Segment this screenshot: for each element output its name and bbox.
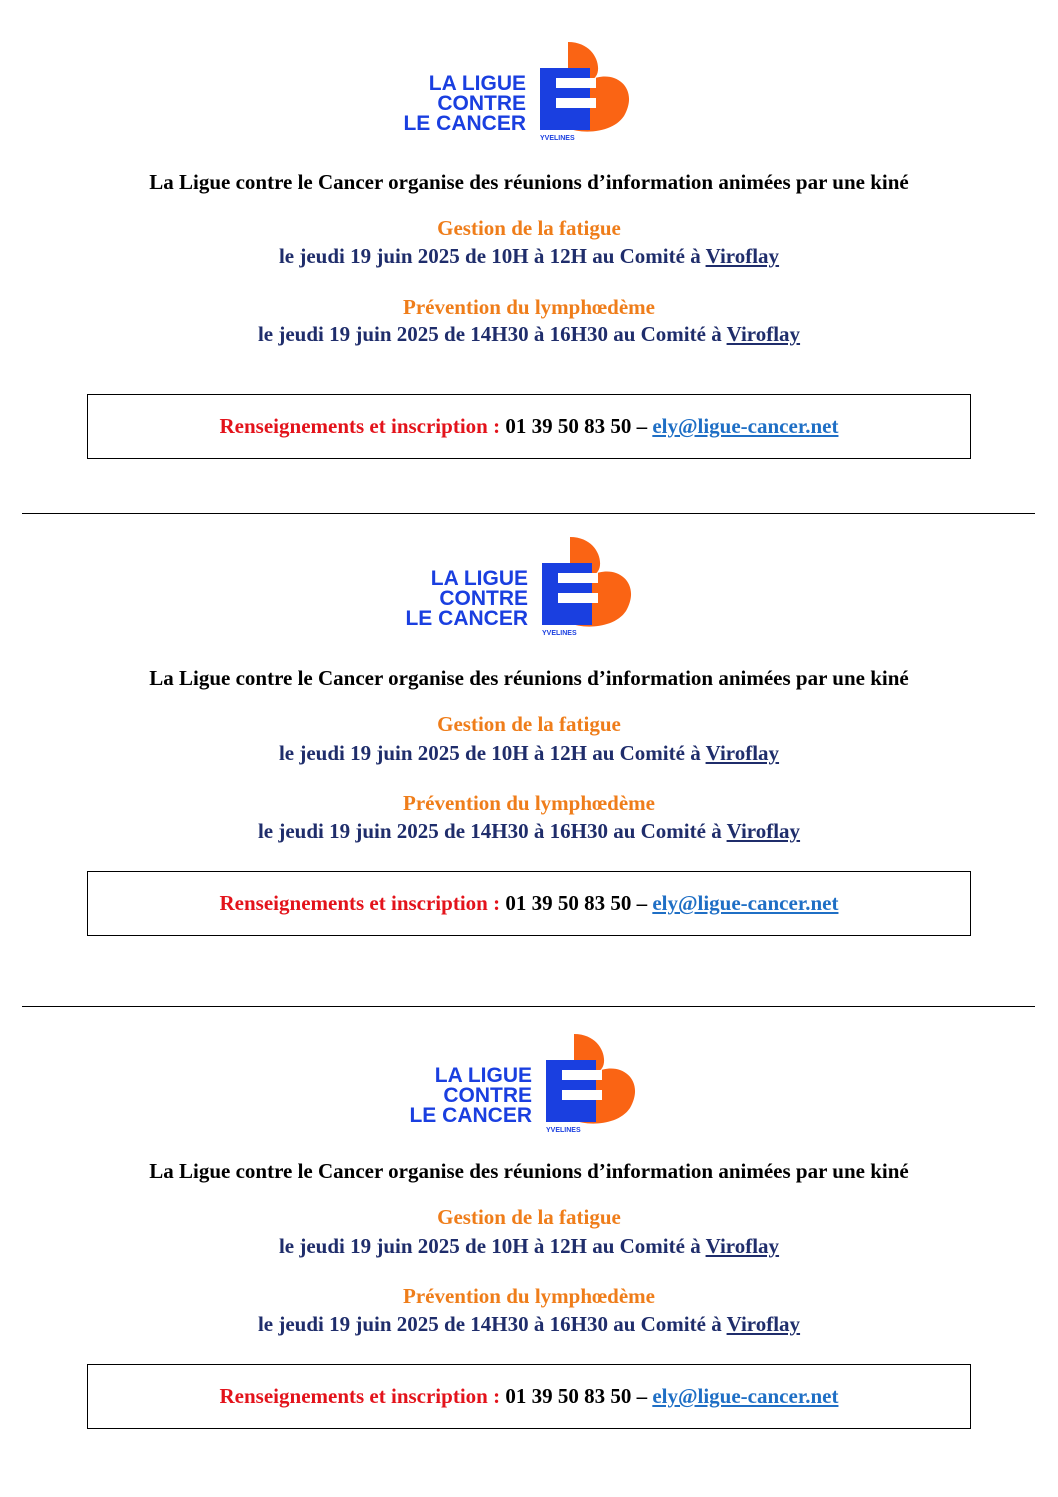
contact-label: Renseignements et inscription : xyxy=(219,414,506,438)
logo-subtitle: YVELINES xyxy=(546,1127,581,1134)
contact-email-link[interactable]: ely@ligue-cancer.net xyxy=(652,414,839,438)
intro-text: La Ligue contre le Cancer organise des réunions d’information animées par une kiné xyxy=(149,1159,909,1183)
logo-line-3: LE CANCER xyxy=(405,607,528,630)
logo-line-3: LE CANCER xyxy=(409,1104,532,1127)
logo-subtitle: YVELINES xyxy=(540,135,575,142)
contact-phone: 01 39 50 83 50 – xyxy=(505,414,653,438)
event-2-place-link[interactable]: Viroflay xyxy=(726,1312,801,1336)
ligue-logo xyxy=(402,533,642,643)
contact-box xyxy=(87,394,971,459)
event-1-title: Gestion de la fatigue xyxy=(437,712,621,736)
logo-line-1: LA LIGUE xyxy=(434,1064,532,1087)
logo-line-1: LA LIGUE xyxy=(428,72,526,95)
event-1-title: Gestion de la fatigue xyxy=(437,216,621,240)
event-1-when-text: le jeudi 19 juin 2025 de 10H à 12H au Comité à xyxy=(278,244,706,268)
intro-text: La Ligue contre le Cancer organise des réunions d’information animées par une kiné xyxy=(149,666,909,690)
event-2-when xyxy=(0,322,1058,347)
event-2-when xyxy=(0,819,1058,844)
event-2-place-link[interactable]: Viroflay xyxy=(726,322,801,346)
ligue-logo xyxy=(406,1030,646,1140)
event-1-place-link[interactable]: Viroflay xyxy=(705,741,780,765)
logo-subtitle: YVELINES xyxy=(542,630,577,637)
contact-phone: 01 39 50 83 50 – xyxy=(505,891,653,915)
event-2-title: Prévention du lymphœdème xyxy=(403,1284,655,1308)
logo-line-3: LE CANCER xyxy=(403,112,526,135)
event-2-title: Prévention du lymphœdème xyxy=(403,295,655,319)
logo-line-2: CONTRE xyxy=(437,92,526,115)
logo-line-2: CONTRE xyxy=(443,1084,532,1107)
event-2-when-text: le jeudi 19 juin 2025 de 14H30 à 16H30 au Comité à xyxy=(257,819,727,843)
event-1-when xyxy=(0,244,1058,269)
event-1-title: Gestion de la fatigue xyxy=(437,1205,621,1229)
contact-label: Renseignements et inscription : xyxy=(219,1384,506,1408)
contact-phone: 01 39 50 83 50 – xyxy=(505,1384,653,1408)
event-1-when-text: le jeudi 19 juin 2025 de 10H à 12H au Comité à xyxy=(278,1234,706,1258)
event-2-when xyxy=(0,1312,1058,1337)
contact-box xyxy=(87,1364,971,1429)
heart-logo-icon xyxy=(540,42,629,132)
cut-line-divider xyxy=(22,1006,1035,1007)
event-2-when-text: le jeudi 19 juin 2025 de 14H30 à 16H30 au Comité à xyxy=(257,322,727,346)
event-2-place-link[interactable]: Viroflay xyxy=(726,819,801,843)
intro-text: La Ligue contre le Cancer organise des réunions d’information animées par une kiné xyxy=(149,170,909,194)
event-2-title: Prévention du lymphœdème xyxy=(403,791,655,815)
contact-label: Renseignements et inscription : xyxy=(219,891,506,915)
logo-line-1: LA LIGUE xyxy=(430,567,528,590)
contact-email-link[interactable]: ely@ligue-cancer.net xyxy=(652,891,839,915)
logo-line-2: CONTRE xyxy=(439,587,528,610)
contact-email-link[interactable]: ely@ligue-cancer.net xyxy=(652,1384,839,1408)
heart-logo-icon xyxy=(542,537,631,627)
ligue-logo xyxy=(400,38,640,148)
event-1-place-link[interactable]: Viroflay xyxy=(705,1234,780,1258)
heart-logo-icon xyxy=(546,1034,635,1124)
event-1-place-link[interactable]: Viroflay xyxy=(705,244,780,268)
cut-line-divider xyxy=(22,513,1035,514)
event-2-when-text: le jeudi 19 juin 2025 de 14H30 à 16H30 au Comité à xyxy=(257,1312,727,1336)
contact-box xyxy=(87,871,971,936)
event-1-when xyxy=(0,1234,1058,1259)
event-1-when xyxy=(0,741,1058,766)
event-1-when-text: le jeudi 19 juin 2025 de 10H à 12H au Comité à xyxy=(278,741,706,765)
